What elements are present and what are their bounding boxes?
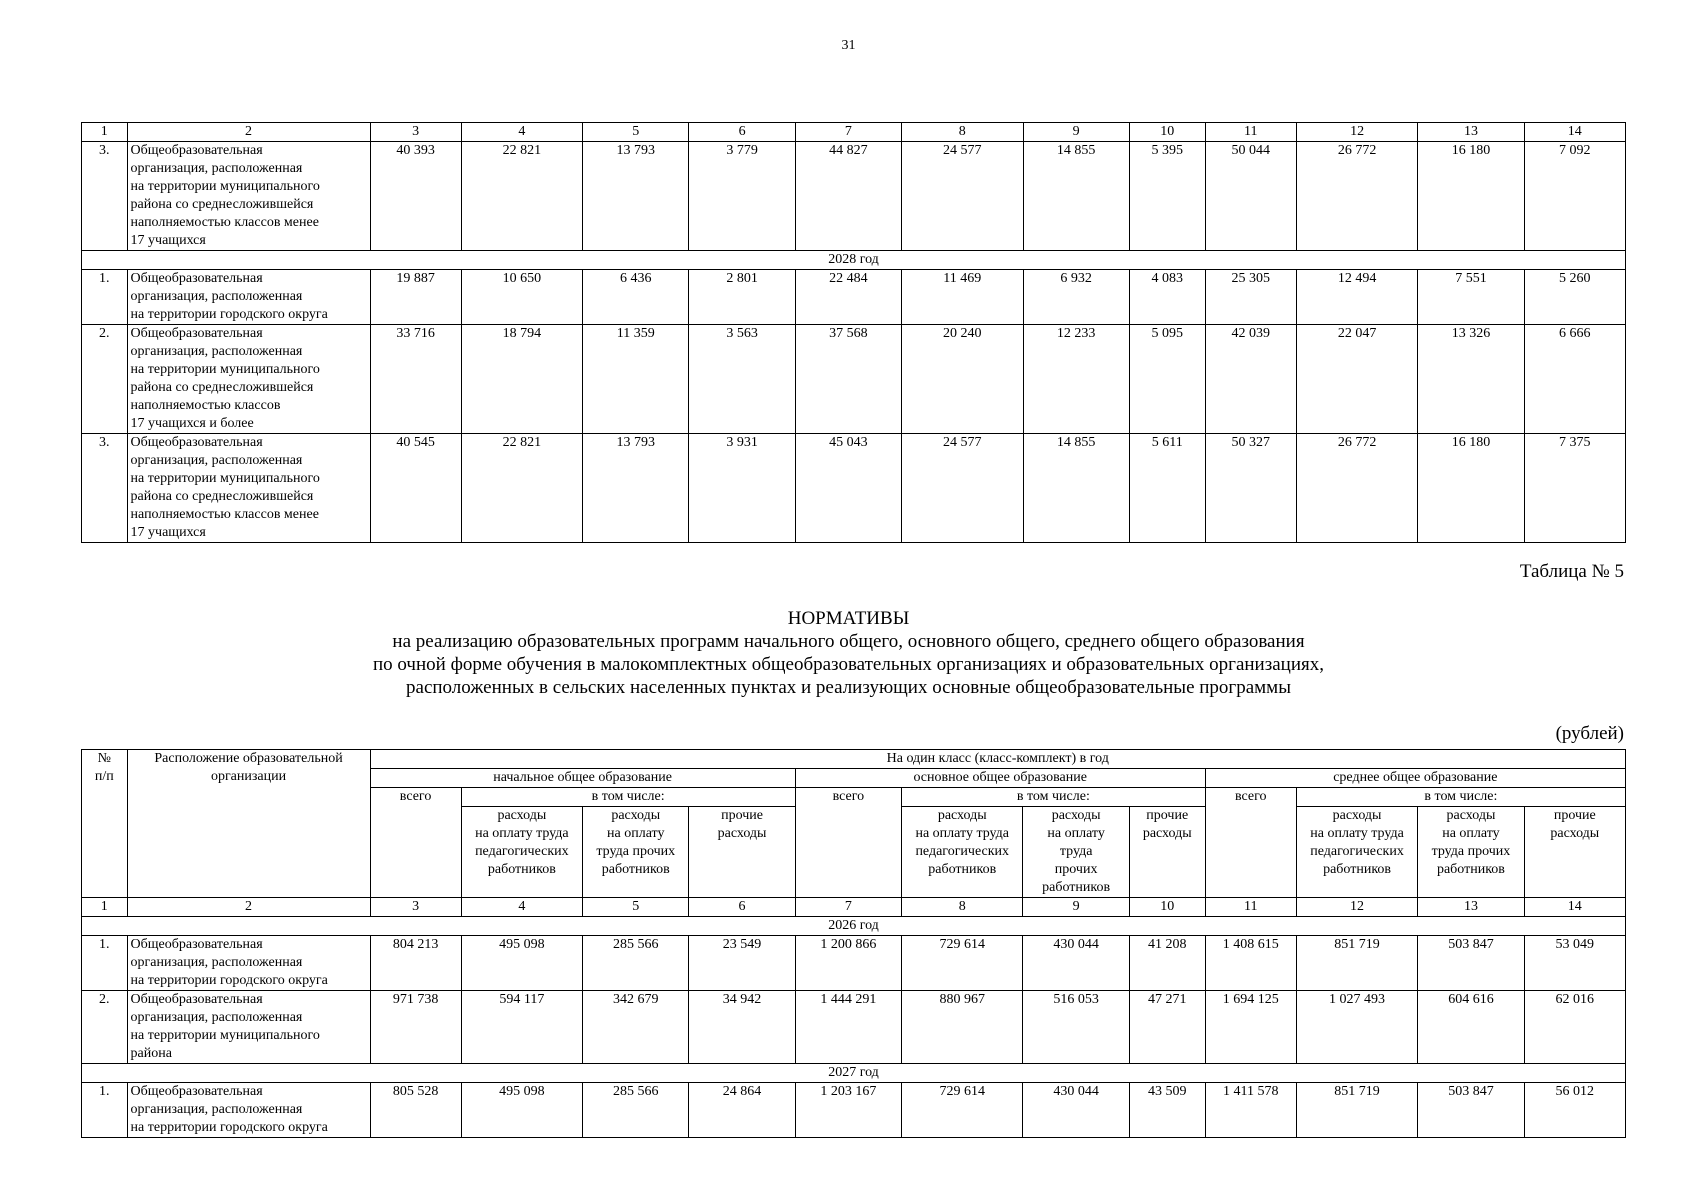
header-line: расходы <box>937 808 987 823</box>
value-cell: 23 549 <box>689 936 795 991</box>
value-cell: 12 233 <box>1023 325 1129 434</box>
org-location <box>127 270 370 325</box>
value-cell: 13 793 <box>583 434 689 543</box>
header-location <box>127 750 370 898</box>
header-row <box>82 750 1626 769</box>
header-line: прочие <box>721 808 763 823</box>
header-including: в том числе: <box>902 788 1206 807</box>
value-cell: 6 666 <box>1524 325 1625 434</box>
document-title: НОРМАТИВЫ <box>787 608 910 629</box>
normatives-table <box>81 749 1626 1138</box>
header-line: труда <box>1059 844 1093 859</box>
value-cell: 13 326 <box>1418 325 1524 434</box>
value-cell: 430 044 <box>1023 1083 1129 1138</box>
header-line: организации <box>210 769 287 784</box>
name-line: организация, расположенная <box>130 161 303 176</box>
value-cell: 495 098 <box>461 936 582 991</box>
name-line: наполняемостью классов менее <box>130 507 319 522</box>
value-cell: 1 694 125 <box>1205 991 1296 1064</box>
header-other-salary <box>583 807 689 898</box>
name-line: 17 учащихся и более <box>130 416 254 431</box>
header-secondary: среднее общее образование <box>1205 769 1625 788</box>
header-primary: начальное общее образование <box>370 769 795 788</box>
name-line: района со среднесложившейся <box>130 380 314 395</box>
column-number: 10 <box>1129 123 1205 142</box>
value-cell: 26 772 <box>1296 142 1417 251</box>
table-row <box>82 991 1626 1064</box>
column-number: 6 <box>689 123 795 142</box>
header-line: труда прочих <box>596 844 676 859</box>
column-number: 8 <box>902 123 1023 142</box>
header-line: расходы <box>1550 826 1600 841</box>
value-cell: 7 375 <box>1524 434 1625 543</box>
column-number: 12 <box>1296 898 1417 917</box>
header-per-class: На один класс (класс-комплект) в год <box>370 750 1625 769</box>
value-cell: 729 614 <box>902 936 1023 991</box>
name-line: на территории городского округа <box>130 1120 328 1135</box>
row-number: 2. <box>82 991 128 1064</box>
value-cell: 804 213 <box>370 936 461 991</box>
header-total: всего <box>1205 788 1296 898</box>
header-line: работников <box>601 862 670 877</box>
column-number: 9 <box>1023 123 1129 142</box>
name-line: организация, расположенная <box>130 1102 303 1117</box>
column-number-row <box>82 898 1626 917</box>
value-cell: 503 847 <box>1418 936 1524 991</box>
row-number: 3. <box>82 142 128 251</box>
value-cell: 516 053 <box>1023 991 1129 1064</box>
header-line: прочие <box>1553 808 1596 823</box>
name-line: на территории муниципального <box>130 179 320 194</box>
value-cell: 11 469 <box>902 270 1023 325</box>
value-cell: 22 047 <box>1296 325 1417 434</box>
value-cell: 4 083 <box>1129 270 1205 325</box>
value-cell: 805 528 <box>370 1083 461 1138</box>
value-cell: 5 095 <box>1129 325 1205 434</box>
units-label: (рублей) <box>1555 723 1624 744</box>
org-location <box>127 936 370 991</box>
header-line: работников <box>1042 880 1111 895</box>
value-cell: 22 821 <box>461 434 582 543</box>
value-cell: 495 098 <box>461 1083 582 1138</box>
name-line: Общеобразовательная <box>130 143 263 158</box>
value-cell: 1 027 493 <box>1296 991 1417 1064</box>
value-cell: 1 444 291 <box>795 991 901 1064</box>
value-cell: 53 049 <box>1524 936 1625 991</box>
column-number: 10 <box>1129 898 1205 917</box>
column-number: 1 <box>82 898 128 917</box>
column-number: 7 <box>795 123 901 142</box>
header-other-expenses <box>1129 807 1205 898</box>
header-line: Расположение образовательной <box>154 751 343 766</box>
header-line: прочие <box>1146 808 1189 823</box>
value-cell: 26 772 <box>1296 434 1417 543</box>
column-number: 13 <box>1418 123 1524 142</box>
header-line: расходы <box>1332 808 1382 823</box>
column-number: 11 <box>1205 898 1296 917</box>
header-no <box>82 750 128 898</box>
value-cell: 285 566 <box>583 936 689 991</box>
header-other-expenses <box>1524 807 1625 898</box>
value-cell: 503 847 <box>1418 1083 1524 1138</box>
org-location <box>127 1083 370 1138</box>
column-number: 5 <box>583 123 689 142</box>
header-line: педагогических <box>475 844 569 859</box>
year-label: 2028 год <box>82 251 1626 270</box>
column-number: 6 <box>689 898 795 917</box>
header-line: педагогических <box>1310 844 1404 859</box>
value-cell: 45 043 <box>795 434 901 543</box>
value-cell: 5 260 <box>1524 270 1625 325</box>
table-row <box>82 434 1626 543</box>
header-basic: основное общее образование <box>795 769 1205 788</box>
row-number: 1. <box>82 270 128 325</box>
year-row <box>82 251 1626 270</box>
name-line: Общеобразовательная <box>130 992 263 1007</box>
name-line: Общеобразовательная <box>130 435 263 450</box>
name-line: на территории муниципального <box>130 1028 320 1043</box>
header-line: работников <box>928 862 997 877</box>
value-cell: 44 827 <box>795 142 901 251</box>
name-line: 17 учащихся <box>130 525 206 540</box>
value-cell: 604 616 <box>1418 991 1524 1064</box>
value-cell: 12 494 <box>1296 270 1417 325</box>
name-line: на территории городского округа <box>130 307 328 322</box>
value-cell: 37 568 <box>795 325 901 434</box>
org-location <box>127 434 370 543</box>
column-number: 12 <box>1296 123 1417 142</box>
value-cell: 285 566 <box>583 1083 689 1138</box>
header-line: труда прочих <box>1431 844 1511 859</box>
value-cell: 3 779 <box>689 142 795 251</box>
header-line: № <box>97 751 111 766</box>
column-number: 7 <box>795 898 901 917</box>
page-number: 31 <box>841 38 856 53</box>
value-cell: 22 484 <box>795 270 901 325</box>
value-cell: 880 967 <box>902 991 1023 1064</box>
column-number: 1 <box>82 123 128 142</box>
value-cell: 50 327 <box>1205 434 1296 543</box>
value-cell: 20 240 <box>902 325 1023 434</box>
row-number: 3. <box>82 434 128 543</box>
header-line: расходы <box>611 808 661 823</box>
value-cell: 1 408 615 <box>1205 936 1296 991</box>
value-cell: 851 719 <box>1296 936 1417 991</box>
value-cell: 42 039 <box>1205 325 1296 434</box>
subtitle-line: расположенных в сельских населенных пунктах и реализующих основные общеобразовательные программы <box>406 677 1291 698</box>
column-number: 14 <box>1524 123 1625 142</box>
column-number: 3 <box>370 123 461 142</box>
org-location <box>127 142 370 251</box>
value-cell: 33 716 <box>370 325 461 434</box>
value-cell: 2 801 <box>689 270 795 325</box>
value-cell: 6 932 <box>1023 270 1129 325</box>
value-cell: 7 551 <box>1418 270 1524 325</box>
name-line: 17 учащихся <box>130 233 206 248</box>
name-line: на территории муниципального <box>130 362 320 377</box>
name-line: организация, расположенная <box>130 453 303 468</box>
name-line: организация, расположенная <box>130 289 303 304</box>
header-line: работников <box>1323 862 1392 877</box>
value-cell: 1 200 866 <box>795 936 901 991</box>
header-ped-salary <box>1296 807 1417 898</box>
header-other-salary <box>1023 807 1129 898</box>
year-label: 2027 год <box>82 1064 1626 1083</box>
column-number-row <box>82 123 1626 142</box>
subtitle-line: по очной форме обучения в малокомплектных общеобразовательных организациях и образовательных организациях, <box>373 654 1324 675</box>
name-line: наполняемостью классов менее <box>130 215 319 230</box>
header-other-expenses <box>689 807 795 898</box>
name-line: Общеобразовательная <box>130 1084 263 1099</box>
title-block <box>0 607 1697 699</box>
table-row <box>82 1083 1626 1138</box>
value-cell: 24 577 <box>902 142 1023 251</box>
value-cell: 22 821 <box>461 142 582 251</box>
value-cell: 342 679 <box>583 991 689 1064</box>
header-ped-salary <box>461 807 582 898</box>
org-location <box>127 991 370 1064</box>
column-number: 5 <box>583 898 689 917</box>
column-number: 11 <box>1205 123 1296 142</box>
header-line: работников <box>487 862 556 877</box>
value-cell: 3 931 <box>689 434 795 543</box>
org-location <box>127 325 370 434</box>
value-cell: 25 305 <box>1205 270 1296 325</box>
name-line: организация, расположенная <box>130 955 303 970</box>
name-line: организация, расположенная <box>130 344 303 359</box>
value-cell: 40 545 <box>370 434 461 543</box>
table-row <box>82 142 1626 251</box>
year-label: 2026 год <box>82 917 1626 936</box>
header-line: расходы <box>497 808 547 823</box>
value-cell: 24 864 <box>689 1083 795 1138</box>
value-cell: 851 719 <box>1296 1083 1417 1138</box>
header-line: на оплату труда <box>915 826 1009 841</box>
name-line: Общеобразовательная <box>130 326 263 341</box>
table-row <box>82 936 1626 991</box>
top-table <box>81 122 1626 543</box>
value-cell: 729 614 <box>902 1083 1023 1138</box>
header-line: расходы <box>717 826 767 841</box>
value-cell: 41 208 <box>1129 936 1205 991</box>
column-number: 2 <box>127 123 370 142</box>
column-number: 3 <box>370 898 461 917</box>
header-total: всего <box>795 788 901 898</box>
value-cell: 14 855 <box>1023 142 1129 251</box>
value-cell: 56 012 <box>1524 1083 1625 1138</box>
name-line: наполняемостью классов <box>130 398 281 413</box>
header-line: расходы <box>1142 826 1192 841</box>
subtitle-line: на реализацию образовательных программ начального общего, основного общего, среднего общего образования <box>392 631 1305 652</box>
header-line: на оплату <box>607 826 665 841</box>
header-line: работников <box>1436 862 1505 877</box>
name-line: на территории городского округа <box>130 973 328 988</box>
header-line: расходы <box>1051 808 1101 823</box>
header-line: п/п <box>94 769 114 784</box>
value-cell: 5 395 <box>1129 142 1205 251</box>
column-number: 13 <box>1418 898 1524 917</box>
row-number: 2. <box>82 325 128 434</box>
name-line: района со среднесложившейся <box>130 489 314 504</box>
value-cell: 14 855 <box>1023 434 1129 543</box>
value-cell: 34 942 <box>689 991 795 1064</box>
value-cell: 971 738 <box>370 991 461 1064</box>
column-number: 9 <box>1023 898 1129 917</box>
column-number: 2 <box>127 898 370 917</box>
header-line: на оплату <box>1442 826 1500 841</box>
value-cell: 1 203 167 <box>795 1083 901 1138</box>
row-number: 1. <box>82 936 128 991</box>
header-line: на оплату труда <box>475 826 569 841</box>
name-line: организация, расположенная <box>130 1010 303 1025</box>
header-total: всего <box>370 788 461 898</box>
table-row <box>82 270 1626 325</box>
value-cell: 16 180 <box>1418 434 1524 543</box>
name-line: Общеобразовательная <box>130 937 263 952</box>
value-cell: 16 180 <box>1418 142 1524 251</box>
header-line: педагогических <box>915 844 1010 859</box>
value-cell: 3 563 <box>689 325 795 434</box>
name-line: района <box>130 1046 172 1061</box>
value-cell: 11 359 <box>583 325 689 434</box>
header-including: в том числе: <box>1296 788 1625 807</box>
header-other-salary <box>1418 807 1524 898</box>
value-cell: 19 887 <box>370 270 461 325</box>
value-cell: 10 650 <box>461 270 582 325</box>
table-label: Таблица № 5 <box>1519 561 1624 582</box>
value-cell: 430 044 <box>1023 936 1129 991</box>
value-cell: 5 611 <box>1129 434 1205 543</box>
value-cell: 47 271 <box>1129 991 1205 1064</box>
year-row <box>82 1064 1626 1083</box>
column-number: 14 <box>1524 898 1625 917</box>
table-row <box>82 325 1626 434</box>
value-cell: 18 794 <box>461 325 582 434</box>
column-number: 8 <box>902 898 1023 917</box>
value-cell: 24 577 <box>902 434 1023 543</box>
column-number: 4 <box>461 123 582 142</box>
header-including: в том числе: <box>461 788 795 807</box>
header-line: прочих <box>1054 862 1098 877</box>
value-cell: 13 793 <box>583 142 689 251</box>
header-line: на оплату труда <box>1310 826 1404 841</box>
value-cell: 40 393 <box>370 142 461 251</box>
name-line: на территории муниципального <box>130 471 320 486</box>
name-line: района со среднесложившейся <box>130 197 314 212</box>
header-ped-salary <box>902 807 1023 898</box>
value-cell: 7 092 <box>1524 142 1625 251</box>
name-line: Общеобразовательная <box>130 271 263 286</box>
value-cell: 594 117 <box>461 991 582 1064</box>
row-number: 1. <box>82 1083 128 1138</box>
header-line: на оплату <box>1047 826 1105 841</box>
header-line: расходы <box>1446 808 1496 823</box>
value-cell: 6 436 <box>583 270 689 325</box>
value-cell: 1 411 578 <box>1205 1083 1296 1138</box>
value-cell: 62 016 <box>1524 991 1625 1064</box>
column-number: 4 <box>461 898 582 917</box>
year-row <box>82 917 1626 936</box>
value-cell: 43 509 <box>1129 1083 1205 1138</box>
value-cell: 50 044 <box>1205 142 1296 251</box>
